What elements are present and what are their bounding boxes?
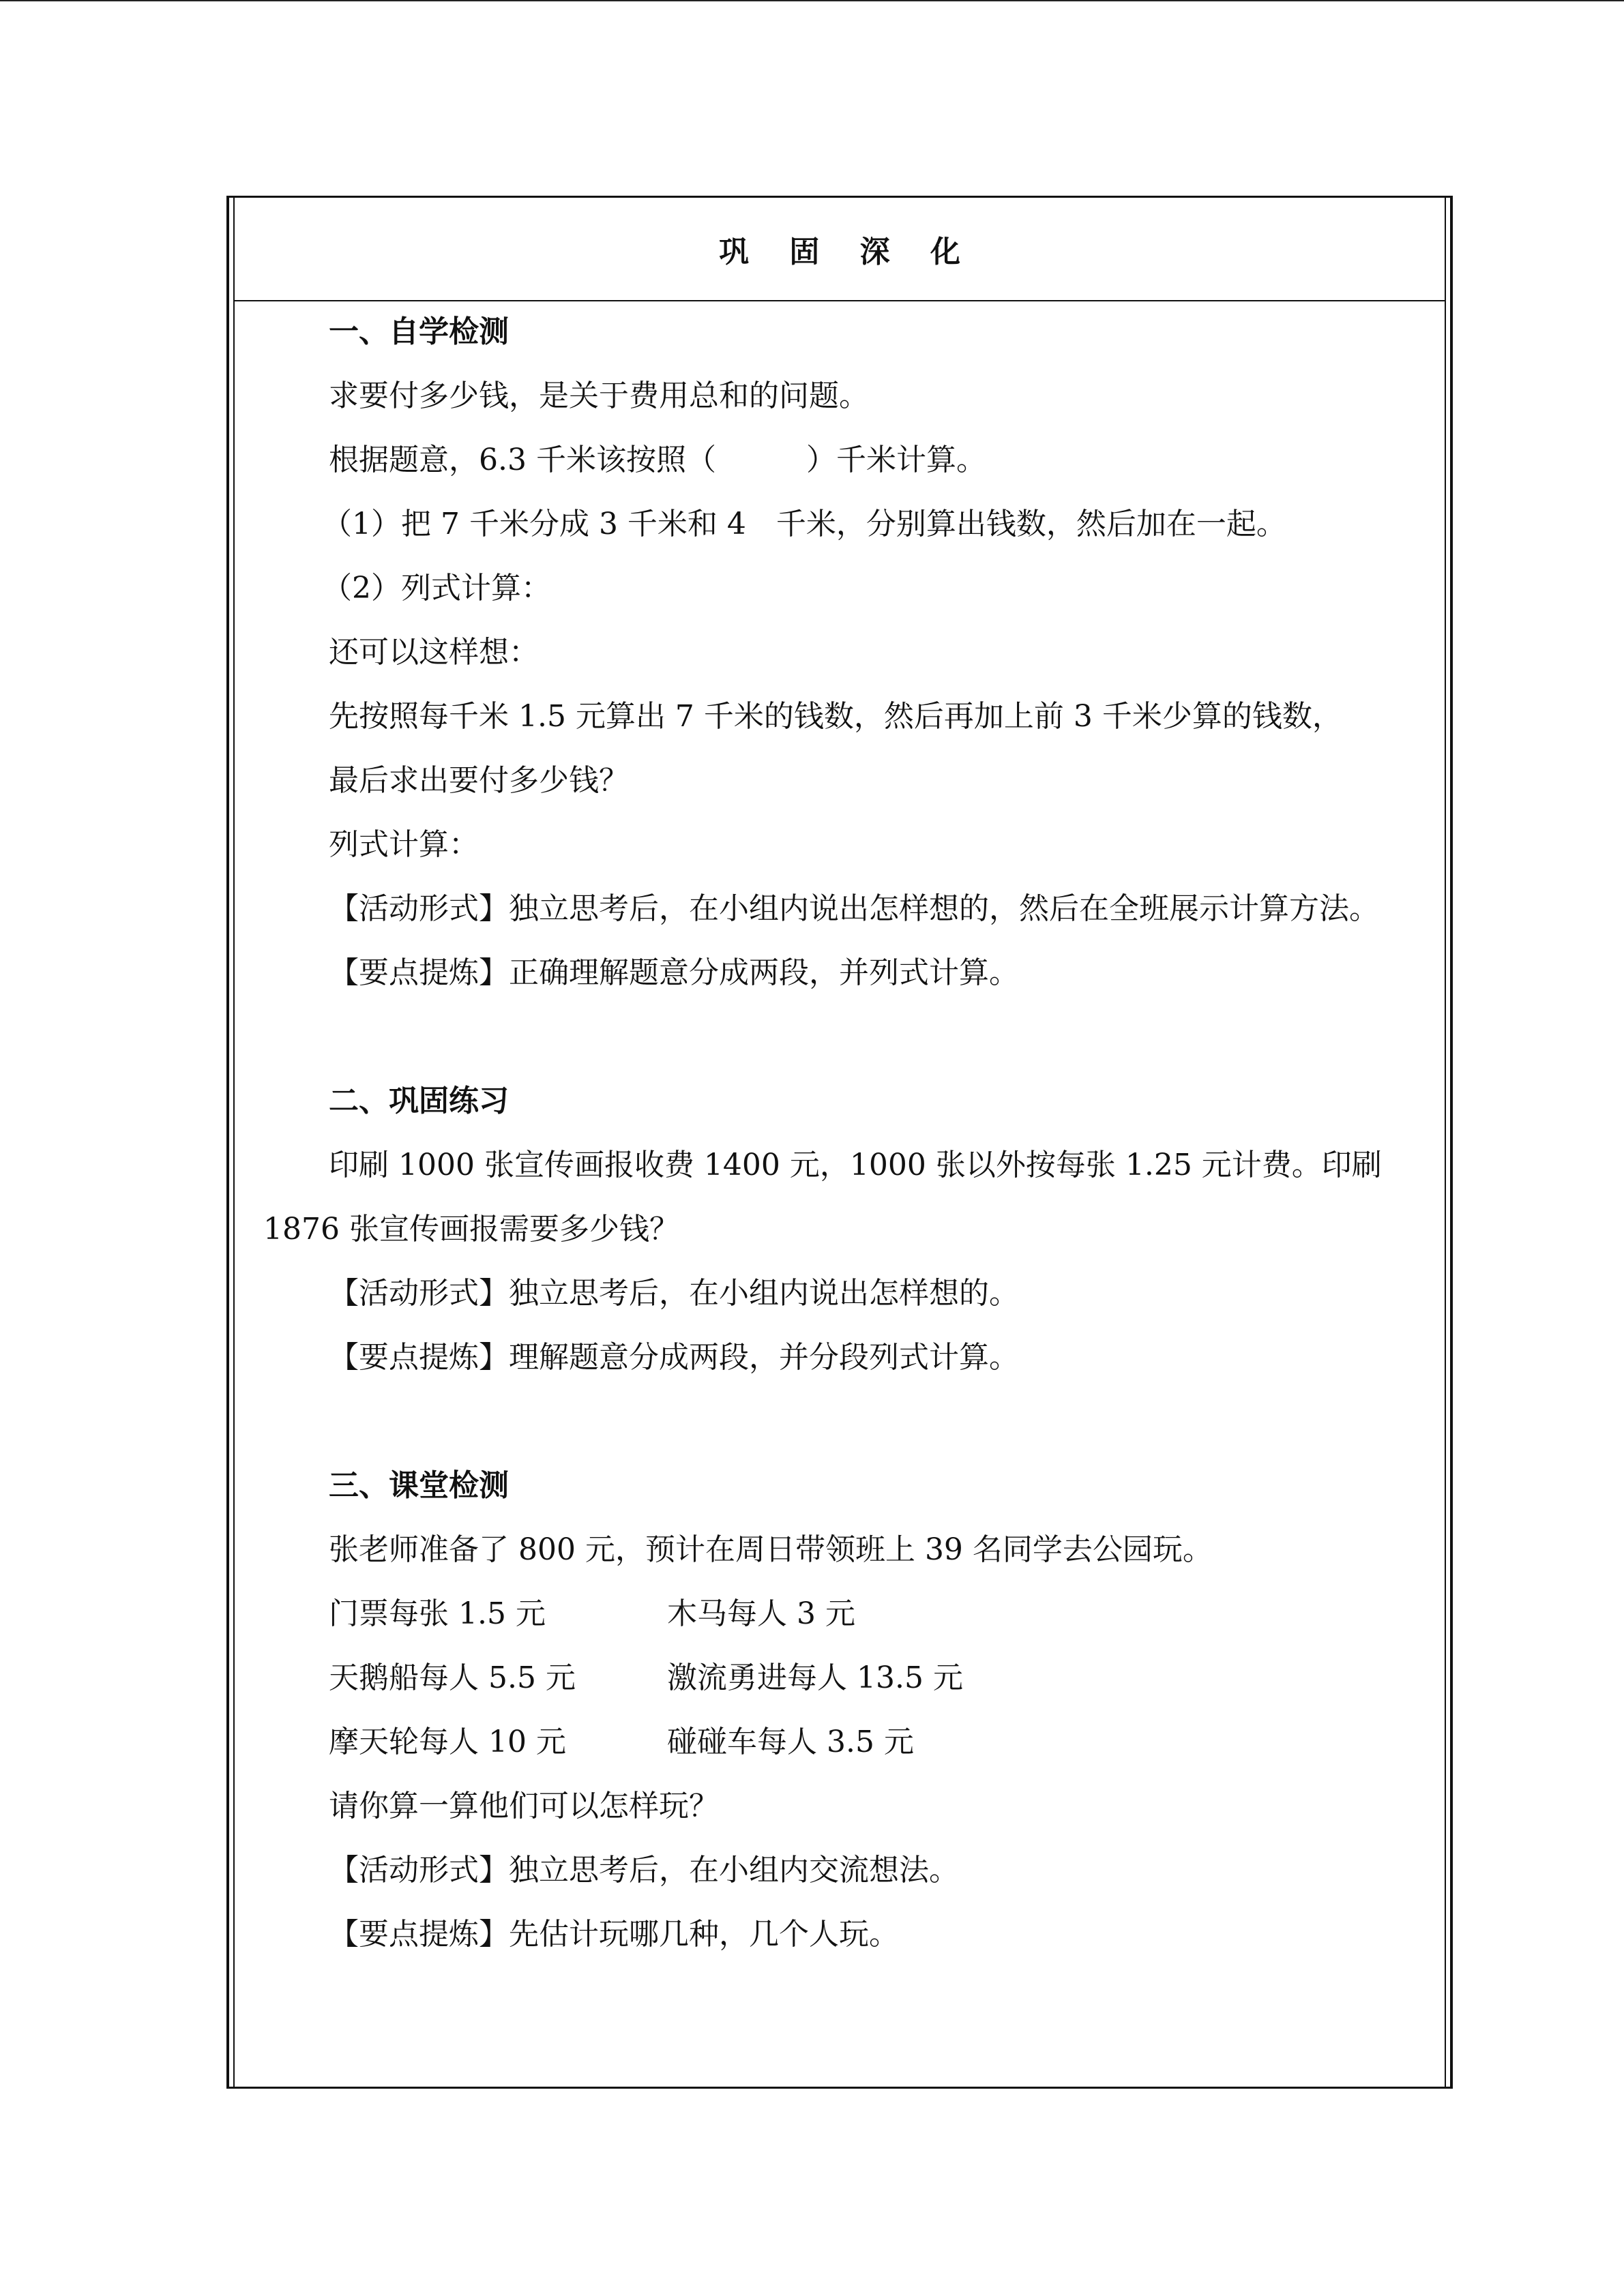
- spacer: [263, 1390, 1409, 1454]
- section1-line: 列式计算：: [329, 827, 479, 862]
- section3-question: 请你算一算他们可以怎样玩？: [329, 1789, 719, 1823]
- section1-line: 还可以这样想：: [329, 635, 539, 670]
- section1-line: 最后求出要付多少钱？: [329, 763, 629, 798]
- section2-activity: 【活动形式】独立思考后，在小组内说出怎样想的。: [329, 1276, 1019, 1311]
- price-item: 天鹅船每人 5.5 元: [329, 1660, 576, 1695]
- section1-line: （1）把 7 千米分成 3 千米和 4 千米，分别算出钱数，然后加在一起。: [322, 507, 1286, 541]
- price-row: [263, 1710, 1409, 1774]
- section3-activity: 【活动形式】独立思考后，在小组内交流想法。: [329, 1853, 959, 1888]
- table-body: [263, 300, 1409, 1967]
- section1-heading: 一、自学检测: [329, 314, 509, 349]
- price-row: [263, 1646, 1409, 1710]
- section1-line: 根据题意，6.3 千米该按照（ ）千米计算。: [329, 443, 986, 477]
- price-item: 摩天轮每人 10 元: [329, 1725, 566, 1759]
- section3-key-point: 【要点提炼】先估计玩哪几种，几个人玩。: [329, 1917, 899, 1952]
- table-header: [235, 198, 1445, 301]
- section1-line: 求要付多少钱，是关于费用总和的问题。: [329, 378, 869, 413]
- section2-key-point: 【要点提炼】理解题意分成两段，并分段列式计算。: [329, 1340, 1019, 1375]
- page-top-border: [0, 0, 1624, 1]
- section1-line: 先按照每千米 1.5 元算出 7 千米的钱数，然后再加上前 3 千米少算的钱数，: [329, 699, 1342, 734]
- price-row: [263, 1582, 1409, 1646]
- price-item: 木马每人 3 元: [667, 1596, 855, 1631]
- section1-line: （2）列式计算：: [322, 571, 551, 606]
- lesson-table: [226, 196, 1453, 2089]
- section2-problem: 印刷 1000 张宣传画报收费 1400 元，1000 张以外按每张 1.25 元计费。印刷 1876 张宣传画报需要多少钱？: [263, 1148, 1382, 1247]
- spacer: [263, 1005, 1409, 1069]
- section1-key-point: 【要点提炼】正确理解题意分成两段，并列式计算。: [329, 955, 1019, 990]
- section3-intro: 张老师准备了 800 元，预计在周日带领班上 39 名同学去公园玩。: [329, 1532, 1213, 1567]
- price-item: 激流勇进每人 13.5 元: [667, 1660, 963, 1695]
- price-item: 碰碰车每人 3.5 元: [667, 1725, 914, 1759]
- section1-activity: 【活动形式】独立思考后，在小组内说出怎样想的，然后在全班展示计算方法。: [329, 891, 1379, 926]
- header-title: 巩 固 深 化: [719, 235, 975, 269]
- price-item: 门票每张 1.5 元: [329, 1596, 546, 1631]
- section3-heading: 三、课堂检测: [329, 1468, 509, 1503]
- section2-heading: 二、巩固练习: [329, 1084, 509, 1118]
